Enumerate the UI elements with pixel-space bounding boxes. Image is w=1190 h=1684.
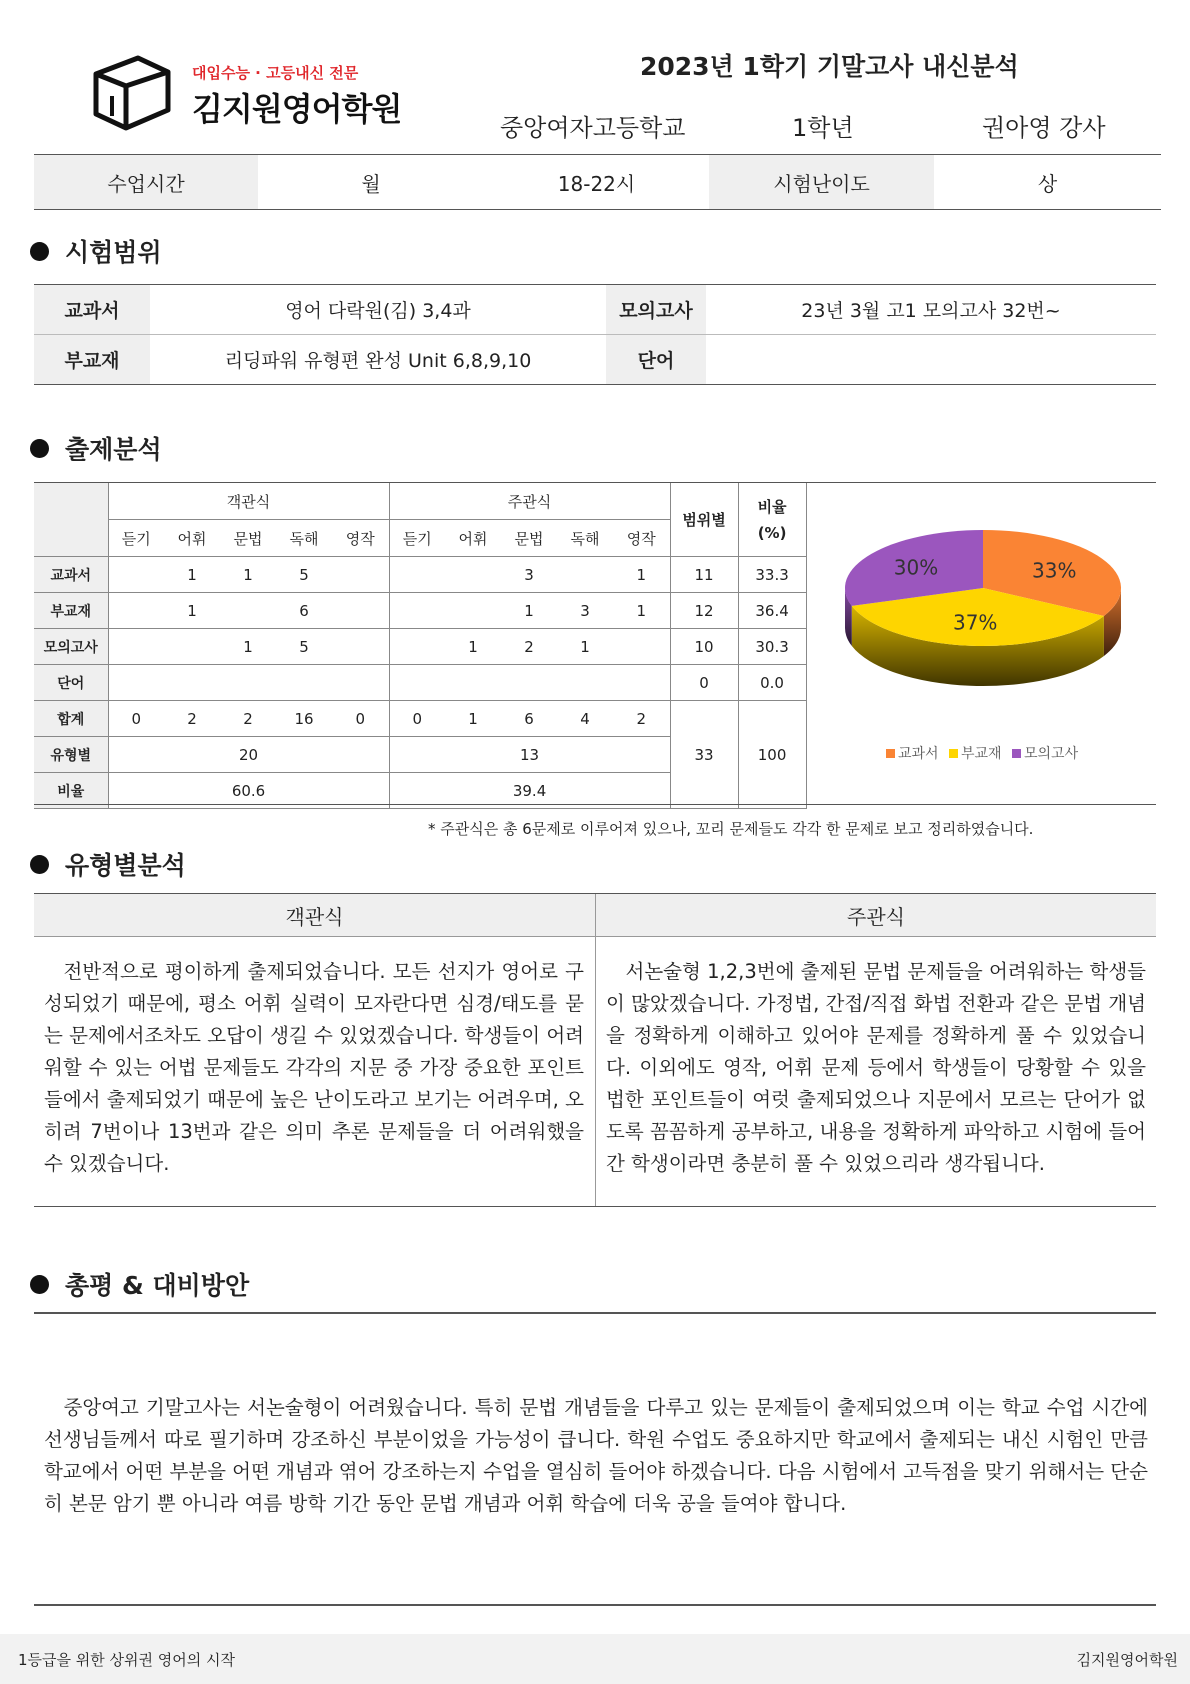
table-cell	[557, 557, 613, 593]
table-cell: 1	[445, 629, 501, 665]
objective-header: 객관식	[108, 483, 389, 520]
subhead-cell: 문법	[501, 520, 557, 557]
pie-data-label: 37%	[952, 610, 998, 635]
table-cell	[164, 629, 220, 665]
sum-cell: 2	[164, 701, 220, 737]
ratio-header-unit: (%)	[757, 523, 787, 542]
subhead-cell: 독해	[557, 520, 613, 557]
table-cell: 1	[501, 593, 557, 629]
pie-data-label: 30%	[893, 555, 939, 580]
range-ratio: 0.0	[738, 665, 806, 701]
subhead-cell: 영작	[613, 520, 670, 557]
class-info-table	[34, 154, 1161, 210]
row-label: 모의고사	[34, 629, 108, 665]
table-cell	[332, 593, 389, 629]
legend-swatch	[886, 749, 895, 758]
vocab-label: 단어	[606, 335, 706, 384]
sum-cell: 4	[557, 701, 613, 737]
table-cell	[389, 557, 445, 593]
section-heading-types	[30, 846, 186, 882]
table-row	[34, 557, 806, 593]
ratio-header	[738, 483, 806, 557]
range-ratio: 33.3	[738, 557, 806, 593]
row-label: 부교재	[34, 593, 108, 629]
divider	[34, 1604, 1156, 1606]
subhead-cell: 독해	[276, 520, 332, 557]
table-cell: 1	[164, 593, 220, 629]
brand-logo-icon	[90, 52, 172, 134]
bullet-icon	[30, 439, 49, 458]
sum-cell: 0	[332, 701, 389, 737]
range-pie-chart	[818, 508, 1158, 778]
analysis-note: * 주관식은 총 6문제로 이루어져 있으나, 꼬리 문제들도 각각 한 문제로 보고 정리하였습니다.	[428, 820, 1034, 838]
table-cell	[108, 665, 164, 701]
legend-swatch	[949, 749, 958, 758]
legend-entry: 교과서	[898, 746, 939, 762]
subjective-column-header: 주관식	[596, 894, 1156, 937]
row-label: 단어	[34, 665, 108, 701]
table-cell: 1	[557, 629, 613, 665]
table-cell	[389, 665, 445, 701]
page-title: 2023년 1학기 기말고사 내신분석	[640, 52, 1019, 81]
table-cell: 5	[276, 629, 332, 665]
footer-slogan: 1등급을 위한 상위권 영어의 시작	[18, 1651, 235, 1669]
table-cell	[389, 593, 445, 629]
table-cell	[108, 557, 164, 593]
table-cell	[332, 629, 389, 665]
type-objective-total: 20	[108, 737, 389, 773]
footer-brand: 김지원영어학원	[1076, 1651, 1178, 1669]
corner-cell	[34, 483, 108, 557]
section-heading-summary	[30, 1266, 249, 1302]
class-time-label: 수업시간	[34, 155, 258, 209]
sum-cell: 2	[220, 701, 276, 737]
section-title: 시험범위	[65, 238, 162, 267]
sum-cell: 0	[389, 701, 445, 737]
table-cell	[220, 665, 276, 701]
sum-cell: 0	[108, 701, 164, 737]
table-cell	[557, 665, 613, 701]
table-cell	[445, 665, 501, 701]
sum-label: 합계	[34, 701, 108, 737]
range-ratio: 30.3	[738, 629, 806, 665]
column-divider	[595, 894, 596, 1206]
table-row	[34, 285, 1156, 334]
range-total: 0	[670, 665, 738, 701]
rate-label: 비율	[34, 773, 108, 809]
range-total: 10	[670, 629, 738, 665]
table-row	[34, 665, 806, 701]
section-heading-analysis	[30, 430, 162, 466]
grade-level: 1학년	[792, 114, 854, 142]
table-cell: 1	[220, 629, 276, 665]
pie-data-label: 33%	[1032, 558, 1077, 583]
table-cell	[276, 665, 332, 701]
subhead-cell: 문법	[220, 520, 276, 557]
type-subjective-total: 13	[389, 737, 670, 773]
vocab-value	[706, 335, 1156, 384]
pie-chart-svg	[818, 508, 1158, 778]
subhead-cell: 영작	[332, 520, 389, 557]
table-cell	[220, 593, 276, 629]
table-cell: 1	[613, 593, 670, 629]
type-analysis-table	[34, 893, 1156, 1207]
legend-swatch	[1012, 749, 1021, 758]
table-cell: 3	[501, 557, 557, 593]
table-cell: 1	[220, 557, 276, 593]
difficulty-label: 시험난이도	[709, 155, 934, 209]
section-title: 유형별분석	[65, 851, 186, 880]
summary-text: 중앙여고 기말고사는 서논술형이 어려웠습니다. 특히 문법 개념들을 다루고 있는 문제들이 출제되었으며 이는 학교 수업 시간에 선생님들께서 따로 필기하며 강조하신 부분이었을 가능성이 큽니다. 학원 수업도 중요하지만 학교에서 출제되는 내신 시험인 만큼 학교에서 어떤 부분을 어떤 개념과 엮어 강조하는지 수업을 열심히 들어야 하겠습니다. 다음 시험에서 고득점을 맞기 위해서는 단순히 본문 암기 뿐 아니라 여름 방학 기간 동안 문법 개념과 어휘 학습에 더욱 공을 들여야 합니다.	[44, 1396, 1148, 1515]
exam-scope-table	[34, 284, 1156, 385]
section-heading-scope	[30, 233, 162, 269]
subtext-label: 부교재	[34, 335, 150, 384]
table-cell	[332, 665, 389, 701]
subhead-cell: 듣기	[389, 520, 445, 557]
subhead-cell: 어휘	[164, 520, 220, 557]
subhead-cell: 어휘	[445, 520, 501, 557]
mock-exam-label: 모의고사	[606, 285, 706, 334]
analysis-table	[34, 482, 807, 809]
table-cell: 1	[164, 557, 220, 593]
table-row	[34, 593, 806, 629]
textbook-label: 교과서	[34, 285, 150, 334]
table-cell: 6	[276, 593, 332, 629]
rate-objective: 60.6	[108, 773, 389, 809]
table-row	[34, 629, 806, 665]
table-cell	[445, 593, 501, 629]
table-cell: 3	[557, 593, 613, 629]
mock-exam-value: 23년 3월 고1 모의고사 32번~	[801, 300, 1061, 322]
difficulty-value: 상	[1037, 171, 1058, 196]
table-cell	[389, 629, 445, 665]
table-cell	[613, 665, 670, 701]
rate-subjective: 39.4	[389, 773, 670, 809]
brand-tagline: 대입수능 · 고등내신 전문	[192, 64, 359, 82]
teacher-name: 권아영 강사	[982, 114, 1106, 142]
by-range-header: 범위별	[670, 483, 738, 557]
subhead-cell: 듣기	[108, 520, 164, 557]
bullet-icon	[30, 855, 49, 874]
sum-cell: 1	[445, 701, 501, 737]
table-cell: 5	[276, 557, 332, 593]
table-row	[34, 334, 1156, 384]
objective-column-header: 객관식	[34, 894, 595, 937]
class-hours: 18-22시	[557, 171, 636, 196]
table-cell	[501, 665, 557, 701]
bullet-icon	[30, 242, 49, 261]
class-day: 월	[361, 171, 381, 196]
type-label: 유형별	[34, 737, 108, 773]
objective-analysis-text: 전반적으로 평이하게 출제되었습니다. 모든 선지가 영어로 구성되었기 때문에, 평소 어휘 실력이 모자란다면 심경/태도를 묻는 문제에서조차도 오답이 생길 수 있었겠습니다. 학생들이 어려워할 수 있는 어법 문제들도 각각의 지문 중 가장 중요한 포인트들에서 출제되었기 때문에 높은 난이도라고 보기는 어려우며, 오히려 7번이나 13번과 같은 의미 추론 문제들을 더 어려워했을 수 있겠습니다.	[44, 960, 584, 1175]
divider	[34, 1312, 1156, 1314]
subjective-analysis-text: 서논술형 1,2,3번에 출제된 문법 문제들을 어려워하는 학생들이 많았겠습니다. 가정법, 간접/직접 화법 전환과 같은 문법 개념을 정확하게 이해하고 있어야 문제를 정확하게 풀 수 있었습니다. 이외에도 영작, 어휘 문제 등에서 학생들이 당황할 수 있을 법한 포인트들이 여럿 출제되었으나 지문에서 모르는 단어가 없도록 꼼꼼하게 공부하고, 내용을 정확하게 파악하고 시험에 들어간 학생이라면 충분히 풀 수 있었으리라 생각됩니다.	[606, 960, 1146, 1175]
sum-cell: 16	[276, 701, 332, 737]
ratio-header-label: 비율	[757, 497, 787, 516]
range-ratio: 36.4	[738, 593, 806, 629]
range-total: 12	[670, 593, 738, 629]
grand-ratio: 100	[738, 701, 806, 809]
legend-entry: 모의고사	[1024, 746, 1079, 762]
sum-cell: 6	[501, 701, 557, 737]
subjective-header: 주관식	[389, 483, 670, 520]
section-title: 총평 & 대비방안	[65, 1271, 250, 1300]
brand-name: 김지원영어학원	[192, 90, 402, 128]
grand-total: 33	[670, 701, 738, 809]
table-cell	[332, 557, 389, 593]
row-label: 교과서	[34, 557, 108, 593]
table-cell	[445, 557, 501, 593]
table-cell	[108, 593, 164, 629]
textbook-value: 영어 다락원(김) 3,4과	[285, 300, 471, 322]
sum-cell: 2	[613, 701, 670, 737]
subtext-value: 리딩파워 유형편 완성 Unit 6,8,9,10	[224, 350, 532, 372]
table-cell: 2	[501, 629, 557, 665]
range-total: 11	[670, 557, 738, 593]
school-name: 중앙여자고등학교	[500, 114, 686, 142]
table-cell	[613, 629, 670, 665]
legend-entry: 부교재	[961, 746, 1002, 762]
section-title: 출제분석	[65, 435, 162, 464]
table-cell	[164, 665, 220, 701]
bullet-icon	[30, 1275, 49, 1294]
table-cell	[108, 629, 164, 665]
table-cell: 1	[613, 557, 670, 593]
